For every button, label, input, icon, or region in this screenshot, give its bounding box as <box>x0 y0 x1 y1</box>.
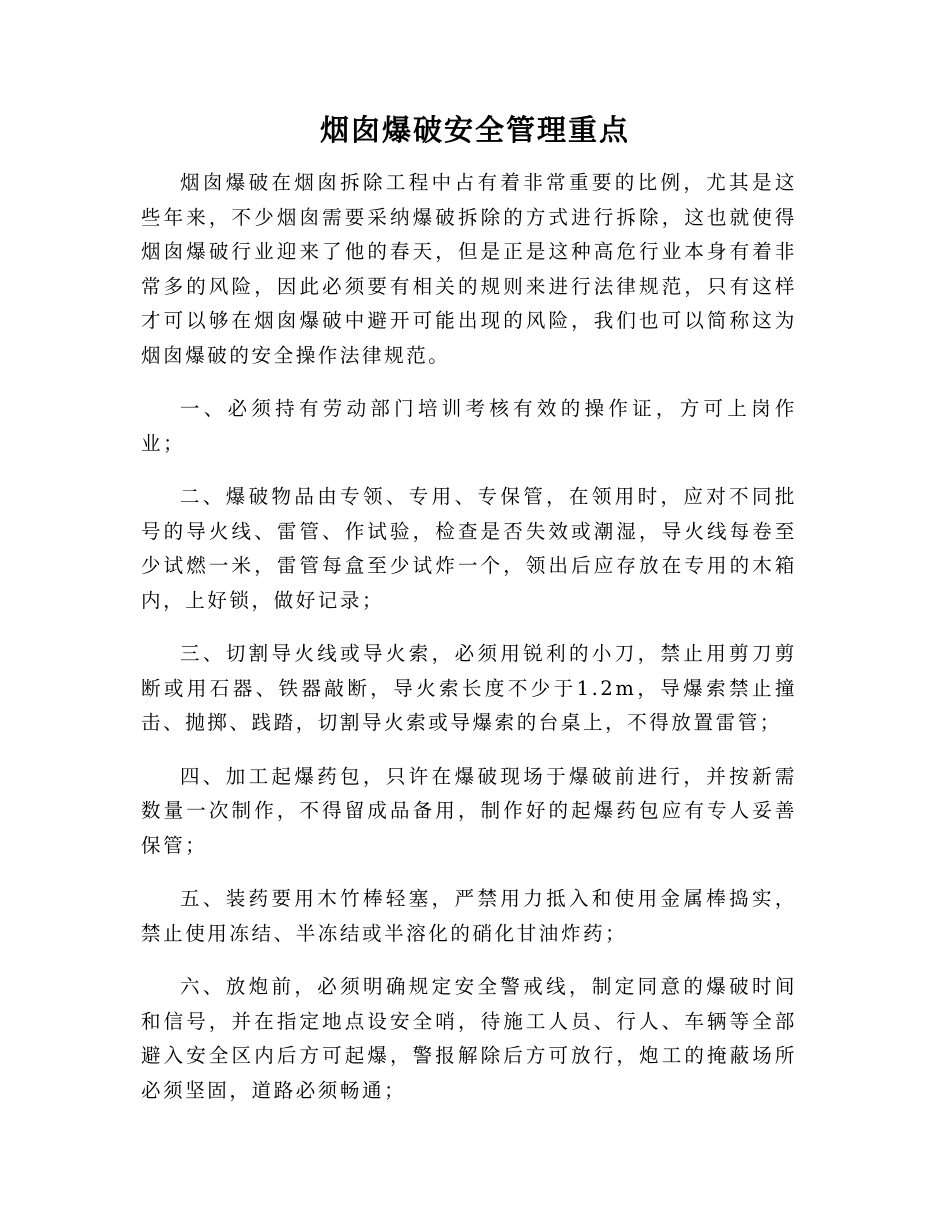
intro-paragraph: 烟囱爆破在烟囱拆除工程中占有着非常重要的比例，尤其是这些年来，不少烟囱需要采纳爆破拆除的方式进行拆除，这也就使得烟囱爆破行业迎来了他的春天，但是正是这种高危行业本身有着非常多的风险，因此必须要有相关的规则来进行法律规范，只有这样才可以够在烟囱爆破中避开可能出现的风险，我们也可以简称这为烟囱爆破的安全操作法律规范。 <box>141 171 797 367</box>
rule-paragraph-5: 五、装药要用木竹棒轻塞，严禁用力抵入和使用金属棒捣实，禁止使用冻结、半冻结或半溶化的硝化甘油炸药； <box>141 887 797 945</box>
document-body <box>141 166 797 1127</box>
rule-paragraph-2: 二、爆破物品由专领、专用、专保管，在领用时，应对不同批号的导火线、雷管、作试验，检查是否失效或潮湿，导火线每卷至少试燃一米，雷管每盒至少试炸一个，领出后应存放在专用的木箱内，上好锁，做好记录； <box>141 485 797 612</box>
rule-paragraph-1: 一、必须持有劳动部门培训考核有效的操作证，方可上岗作业； <box>141 397 797 455</box>
rule-paragraph-4: 四、加工起爆药包，只许在爆破现场于爆破前进行，并按新需数量一次制作，不得留成品备用，制作好的起爆药包应有专人妥善保管； <box>141 764 797 857</box>
rule-paragraph-3: 三、切割导火线或导火索，必须用锐利的小刀，禁止用剪刀剪断或用石器、铁器敲断，导火索长度不少于1.2m，导爆索禁止撞击、抛掷、践踏，切割导火索或导爆索的台桌上，不得放置雷管； <box>141 642 797 734</box>
document-title: 烟囱爆破安全管理重点 <box>319 113 630 147</box>
rule-paragraph-6: 六、放炮前，必须明确规定安全警戒线，制定同意的爆破时间和信号，并在指定地点设安全哨，待施工人员、行人、车辆等全部避入安全区内后方可起爆，警报解除后方可放行，炮工的掩蔽场所必须坚固，道路必须畅通； <box>141 975 797 1102</box>
